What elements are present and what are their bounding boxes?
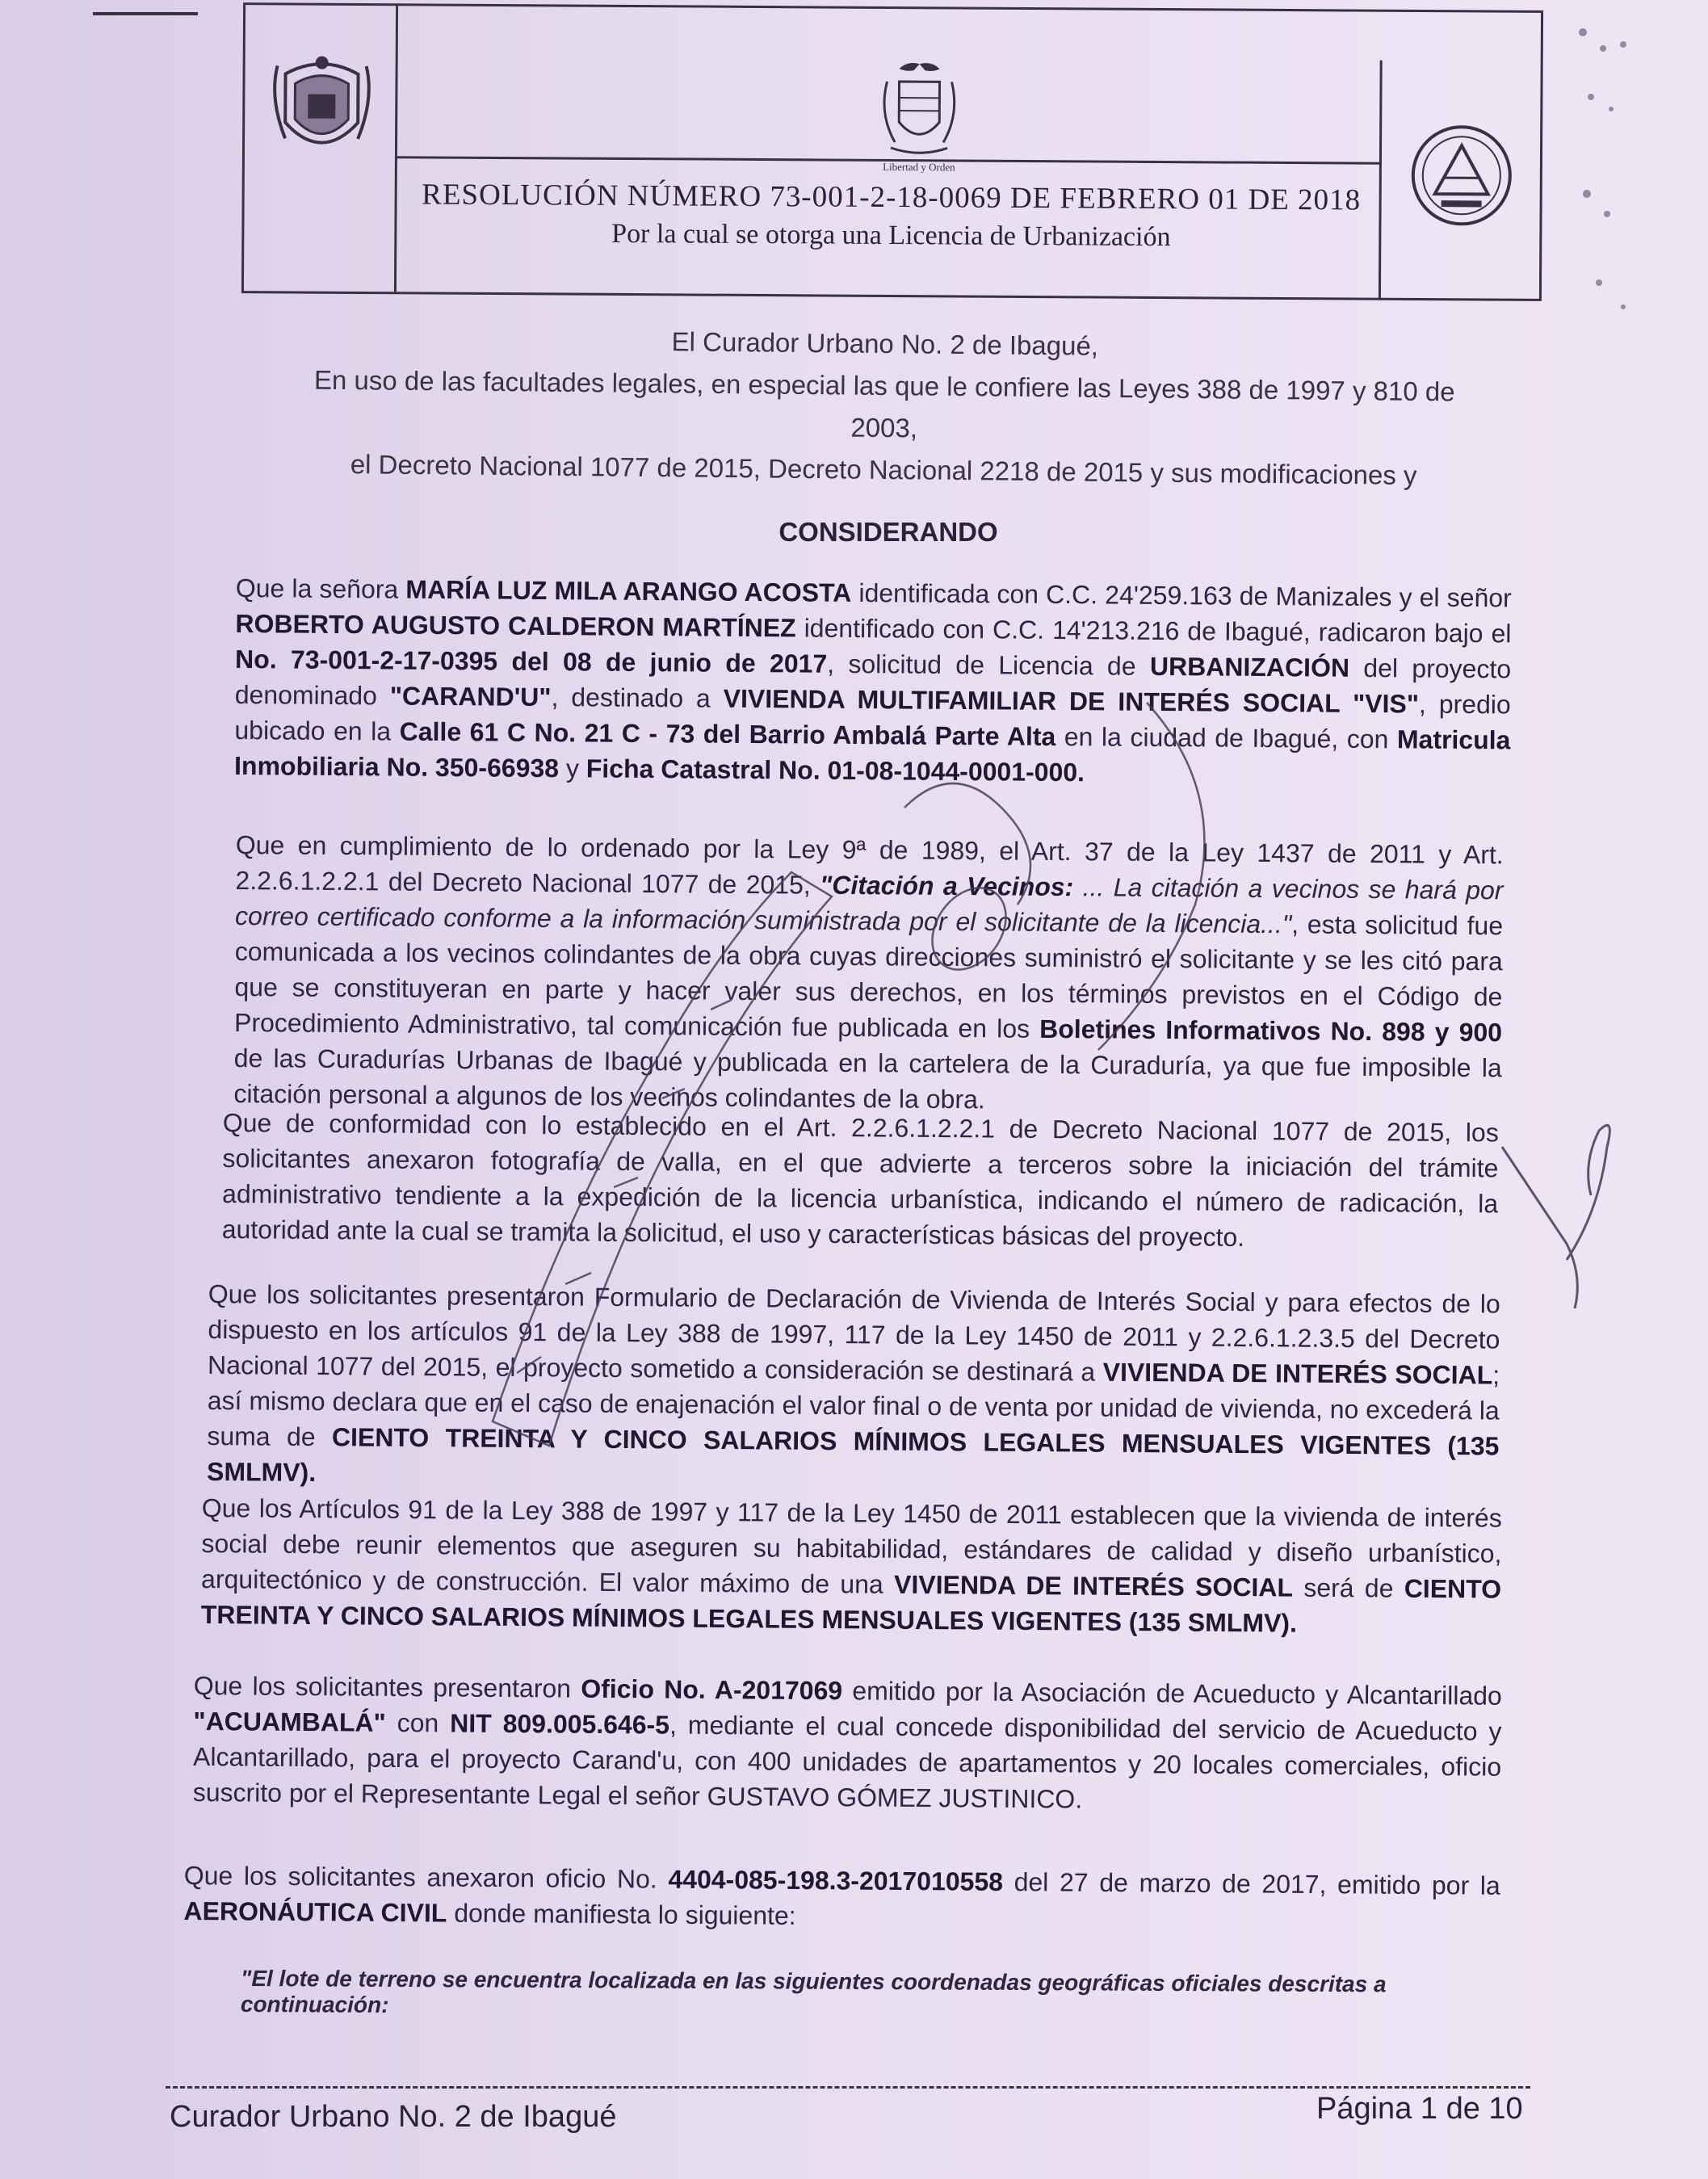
quoted-coordinates-intro: "El lote de terreno se encuentra localizada en las siguientes coordenadas geográficas oficiales descritas a continuación: <box>240 1965 1387 2017</box>
national-coat-of-arms-icon <box>875 57 964 163</box>
intro-line-2: En uso de las facultades legales, en especial las que le confiere las Leyes 388 de 1997 y 810 de 2003, <box>313 364 1455 443</box>
header-divider-right <box>1379 61 1383 299</box>
paragraph-billboard-photo: Que de conformidad con lo establecido en el Art. 2.2.6.1.2.2.1 de Decreto Nacional 1077 de 2015, los solicitantes anexaron fotografía de valla, en el que advierte a terceros sobre la iniciación del trámite administrativo tendiente a la expedición de la licencia urbanística, indicando el número de radicación, la autoridad ante la cual se tramita la solicitud, el uso y características básicas del proyecto. <box>221 1107 1499 1252</box>
paragraph-neighbor-citation: Que en cumplimiento de lo ordenado por la Ley 9ª de 1989, el Art. 37 de la Ley 1437 de 2011 y Art. 2.2.6.1.2.2.1 del Decreto Nacional 1077 de 2015, "Citación a Vecinos: ... La citación a vecinos se hará por correo certificado conforme a la información suministrada por el solicitante de la licencia...", esta solicitud fue comunicada a los vecinos colindantes de la obra cuyas direcciones suministró el solicitante y se les citó para que se constituyeran en parte y hacer valer sus derechos, en los términos previstos en el Código de Procedimiento Administrativo, tal comunicación fue publicada en los Boletines Informativos No. 898 y 900 de las Curadurías Urbanas de Ibagué y publicada en la cartelera de la Curaduría, ya que fue imposible la citación personal a algunos de los vecinos colindantes de la obra. <box>233 829 1504 1115</box>
footer-office-name: Curador Urbano No. 2 de Ibagué <box>170 2100 617 2134</box>
resolution-subtitle: Por la cual se otorga una Licencia de Urbanización <box>611 218 1171 253</box>
intro-block <box>290 317 1479 497</box>
intro-line-1: El Curador Urbano No. 2 de Ibagué, <box>671 326 1099 361</box>
resolution-title: RESOLUCIÓN NÚMERO 73-001-2-18-0069 DE FEBRERO 01 DE 2018 <box>422 178 1362 217</box>
header-divider-left <box>394 6 398 292</box>
paragraph-vis-declaration: Que los solicitantes presentaron Formulario de Declaración de Vivienda de Interés Social y para efectos de lo dispuesto en los artículos 91 de la Ley 388 de 1997, 117 de la Ley 1450 de 2011 y 2.2.6.1.2.3.5 del Decreto Nacional 1077 del 2015, el proyecto sometido a consideración se destinará a VIVIENDA DE INTERÉS SOCIAL; así mismo declara que en el caso de enajenación el valor final o de venta por unidad de vivienda, no excederá la suma de CIENTO TREINTA Y CINCO SALARIOS MÍNIMOS LEGALES MENSUALES VIGENTES (135 SMLMV). <box>206 1278 1500 1488</box>
paragraph-vis-requirements: Que los Artículos 91 de la Ley 388 de 1997 y 117 de la Ley 1450 de 2011 establecen que la vivienda de interés social debe reunir elementos que aseguren su habitabilidad, estándares de calidad y diseño urbanístico, arquitectónico y de construcción. El valor máximo de una VIVIENDA DE INTERÉS SOCIAL será de CIENTO TREINTA Y CINCO SALARIOS MÍNIMOS LEGALES MENSUALES VIGENTES (135 SMLMV). <box>200 1493 1502 1638</box>
paragraph-civil-aeronautics: Que los solicitantes anexaron oficio No. 4404-085-198.3-2017010558 del 27 de marzo de 2017, emitido por la AERONÁUTICA CIVIL donde manifiesta lo siguiente: <box>183 1860 1500 1930</box>
footer-divider <box>166 2086 1530 2089</box>
paragraph-water-service: Que los solicitantes presentaron Oficio No. A-2017069 emitido por la Asociación de Acueducto y Alcantarillado "ACUAMBALÁ" con NIT 809.005.646-5, mediante el cual concede disponibilidad del servicio de Acueducto y Alcantarillado, para el proyecto Carand'u, con 400 unidades de apartamentos y 20 locales comerciales, oficio suscrito por el Representante Legal el señor GUSTAVO GÓMEZ JUSTINICO. <box>192 1670 1502 1814</box>
intro-line-3: el Decreto Nacional 1077 de 2015, Decreto Nacional 2218 de 2015 y sus modificaciones y <box>350 449 1417 490</box>
official-seal-icon <box>1407 121 1517 231</box>
header-box <box>241 2 1543 301</box>
paragraph-applicants: Que la señora MARÍA LUZ MILA ARANGO ACOSTA identificada con C.C. 24'259.163 de Manizales y el señor ROBERTO AUGUSTO CALDERON MARTÍNEZ identificado con C.C. 14'213.216 de Ibagué, radicaron bajo el No. 73-001-2-17-0395 del 08 de junio de 2017, solicitud de Licencia de URBANIZACIÓN del proyecto denominado "CARAND'U", destinado a VIVIENDA MULTIFAMILIAR DE INTERÉS SOCIAL "VIS", predio ubicado en la Calle 61 C No. 21 C - 73 del Barrio Ambalá Parte Alta en la ciudad de Ibagué, con Matricula Inmobiliaria No. 350-66938 y Ficha Catastral No. 01-08-1044-0001-000. <box>233 573 1512 787</box>
coat-of-arms-motto: Libertad y Orden <box>883 160 955 174</box>
corner-mark <box>93 12 198 15</box>
considerando-heading: CONSIDERANDO <box>778 517 998 547</box>
municipal-shield-icon <box>269 49 375 171</box>
footer-page-number: Página 1 de 10 <box>1316 2092 1523 2126</box>
